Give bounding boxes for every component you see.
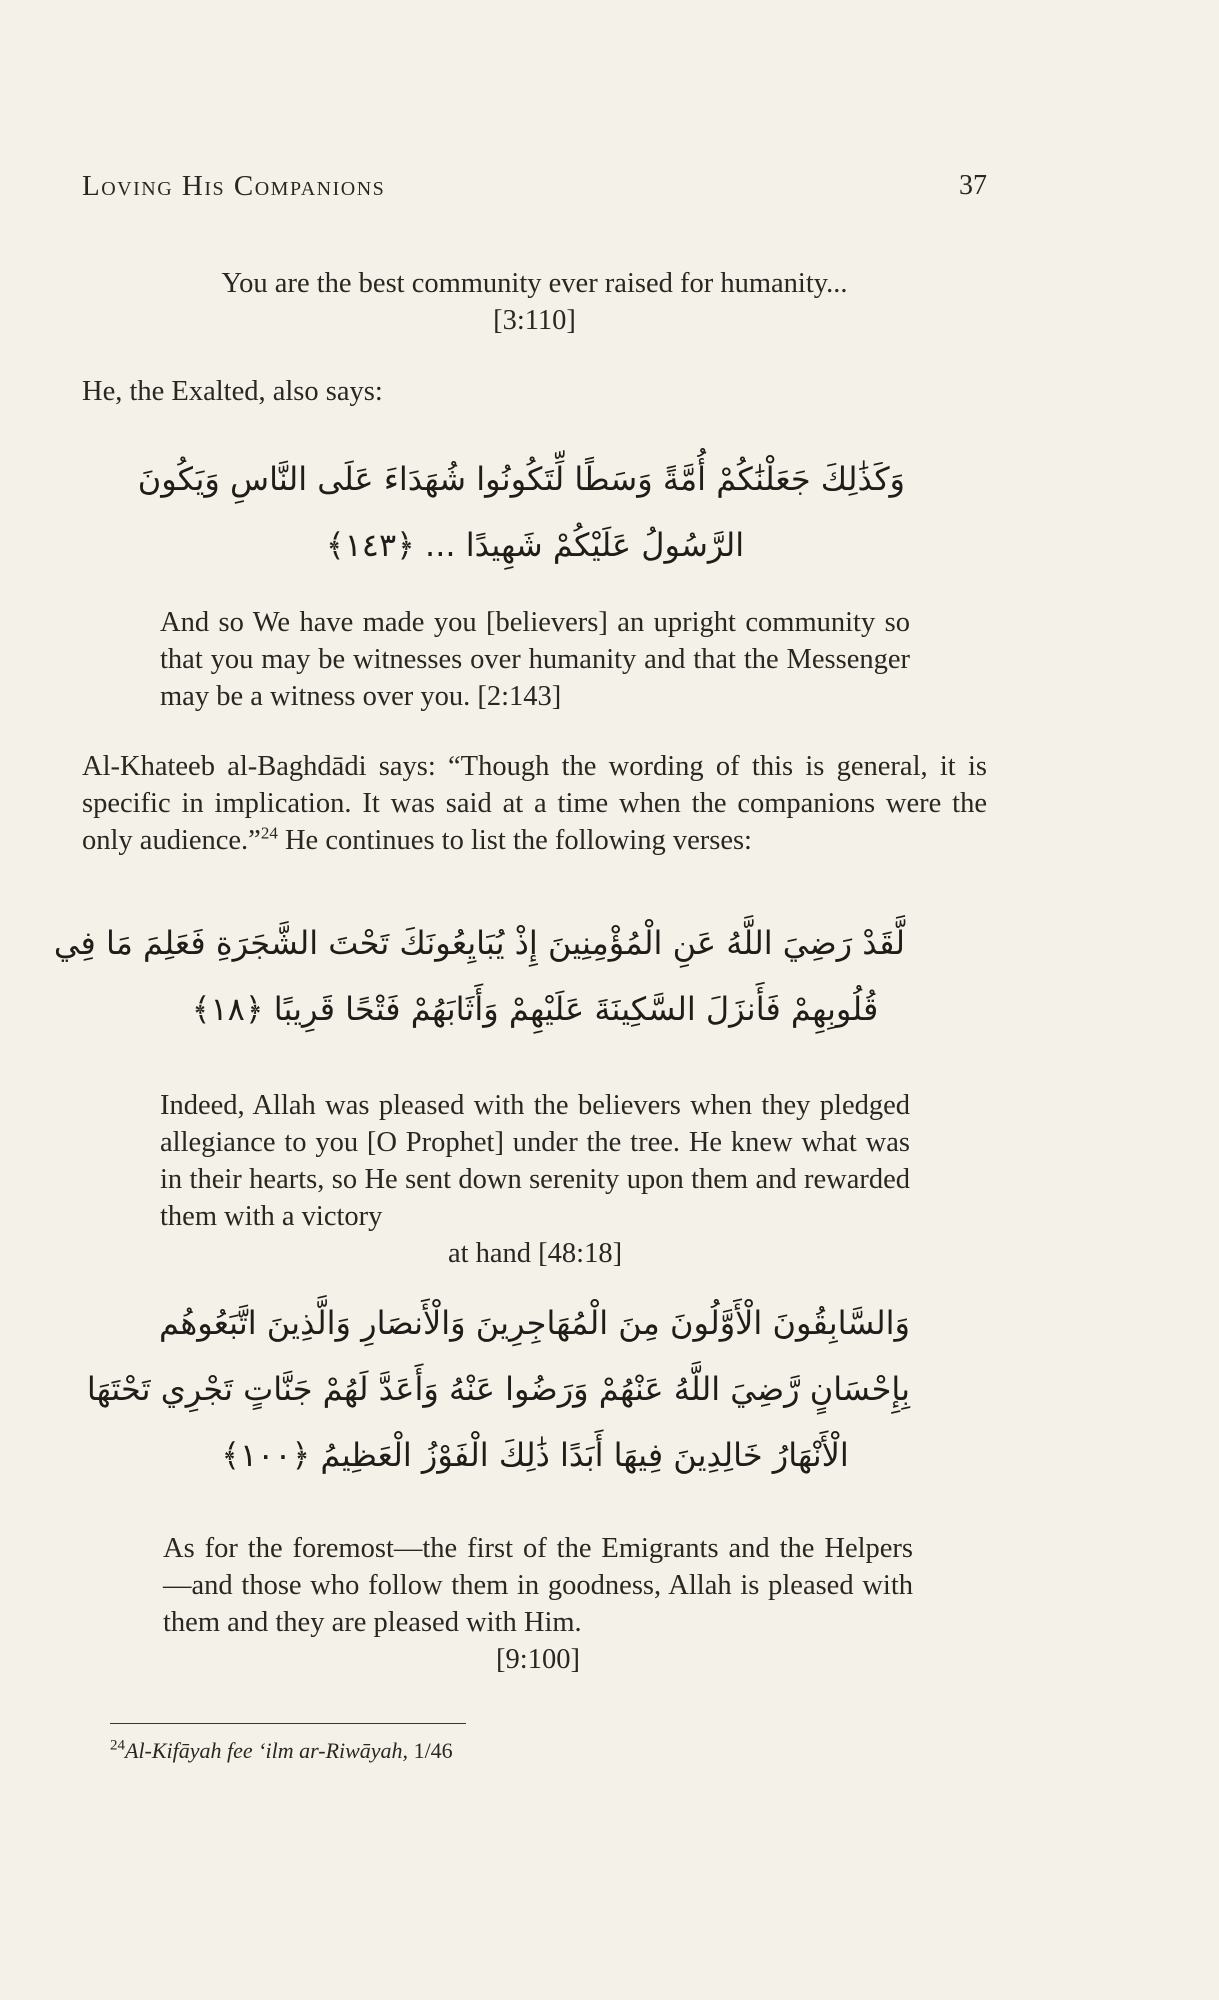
arabic-line: الْأَنْهَارُ خَالِدِينَ فِيهَا أَبَدًا ذَٰلِكَ الْفَوْزُ الْعَظِيمُ ﴿١٠٠﴾: [221, 1436, 849, 1474]
page-header: [82, 170, 987, 210]
paragraph-cont: He continues to list the following verses:: [277, 825, 752, 856]
verse-ref: [3:110]: [493, 305, 576, 336]
arabic-line: لَّقَدْ رَضِيَ اللَّهُ عَنِ الْمُؤْمِنِينَ إِذْ يُبَايِعُونَكَ تَحْتَ الشَّجَرَةِ فَعَلِمَ مَا فِي: [53, 924, 905, 962]
arabic-line: وَالسَّابِقُونَ الْأَوَّلُونَ مِنَ الْمُهَاجِرِينَ وَالْأَنصَارِ وَالَّذِينَ اتَّبَعُوهُم: [159, 1304, 910, 1342]
footnote-rule: [110, 1723, 466, 1724]
verse-ref: [2:143]: [477, 681, 562, 712]
page-number: 37: [959, 170, 987, 201]
running-head: Loving His Companions: [82, 170, 386, 202]
quote-text: You are the best community ever raised for humanity...: [221, 268, 848, 299]
quote-text: As for the foremost—the first of the Emigrants and the Helpers—and those who follow them in goodness, Allah is pleased with them and they are pleased with Him.: [163, 1533, 913, 1638]
footnote-marker: 24: [260, 823, 278, 843]
arabic-line: وَكَذَٰلِكَ جَعَلْنَٰكُمْ أُمَّةً وَسَطًا لِّتَكُونُوا شُهَدَاءَ عَلَى النَّاسِ وَيَكُونَ: [137, 460, 905, 498]
arabic-line: الرَّسُولُ عَلَيْكُمْ شَهِيدًا ... ﴿١٤٣﴾: [325, 526, 745, 564]
footnote: [110, 1738, 453, 1764]
quote-2-143: [160, 604, 910, 715]
arabic-line: قُلُوبِهِمْ فَأَنزَلَ السَّكِينَةَ عَلَيْهِمْ وَأَثَابَهُمْ فَتْحًا قَرِيبًا ﴿١٨﴾: [191, 990, 879, 1028]
quote-9-100: [163, 1530, 913, 1678]
quote-tail: at hand [48:18]: [447, 1238, 623, 1269]
intro-paragraph: [82, 373, 987, 410]
arabic-verse-9-100: [86, 1290, 910, 1488]
khateeb-paragraph: [82, 748, 987, 859]
paragraph-body: Al-Khateeb al-Baghdādi says: “Though the wording of this is general, it is specific in implication. It was said at a time when the companions were the only audience.”: [82, 751, 987, 856]
quote-text: Indeed, Allah was pleased with the believers when they pledged allegiance to you [O Prophet] under the tree. He knew what was in their hearts, so He sent down serenity upon them and rewarded them with a victory: [160, 1090, 910, 1232]
quote-body: And so We have made you [believers] an upright community so that you may be witnesses over humanity and that the Messenger may be a witness over you.: [160, 607, 910, 712]
footnote-page: 1/46: [408, 1738, 453, 1763]
footnote-number: 24: [110, 1737, 125, 1754]
quote-48-18: [160, 1087, 910, 1272]
quote-3-110: [158, 265, 911, 339]
arabic-line: بِإِحْسَانٍ رَّضِيَ اللَّهُ عَنْهُمْ وَرَضُوا عَنْهُ وَأَعَدَّ لَهُمْ جَنَّاتٍ تَجْرِي تَحْتَهَا: [86, 1370, 910, 1408]
quote-text: [160, 604, 910, 715]
intro-text: He, the Exalted, also says:: [82, 376, 383, 407]
paragraph-text: [82, 748, 987, 859]
arabic-verse-2-143: [137, 446, 905, 578]
verse-ref: [9:100]: [496, 1644, 580, 1675]
arabic-verse-48-18: [53, 910, 905, 1042]
footnote-source: Al-Kifāyah fee ‘ilm ar-Riwāyah,: [125, 1738, 409, 1763]
